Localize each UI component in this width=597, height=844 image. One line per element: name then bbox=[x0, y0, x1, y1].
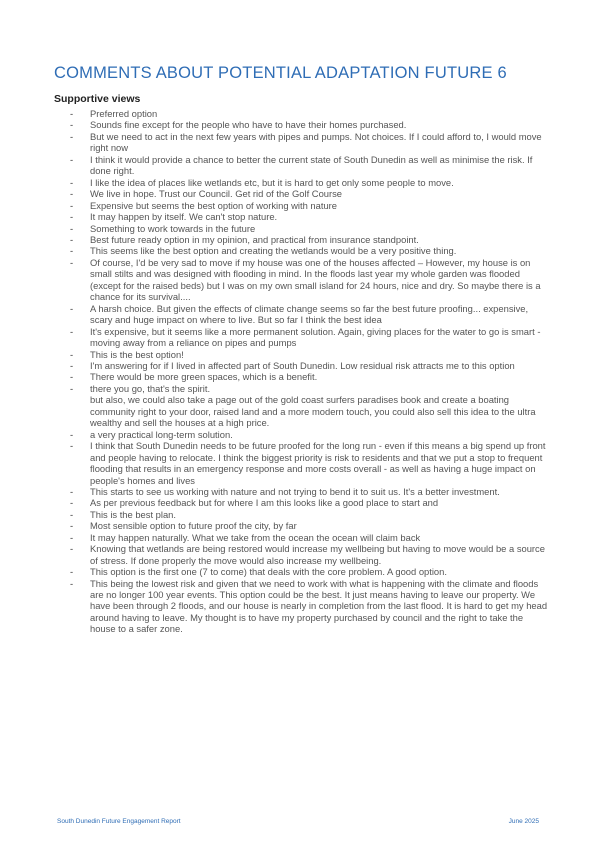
dash-bullet-icon: - bbox=[70, 566, 74, 578]
comment-text: Of course, I'd be very sad to move if my house was one of the houses affected – However, my house is on small stilts and was designed with flooding in mind. In the floods last year my whole garden was flooded (except for the raised beds) but I was on my own small island for 24 hours, nice and dry. So maybe there is a chance for its survival.... bbox=[90, 256, 541, 303]
comment-text: there you go, that's the spirit. but also, we could also take a page out of the gold coast surfers paradises book and create a boating community right to your door, raised land and a more modern touch, you could also sell this idea to the ultra wealthy and sell the houses at a high price. bbox=[90, 382, 536, 429]
comment-text: I like the idea of places like wetlands etc, but it is hard to get only some people to move. bbox=[90, 176, 454, 188]
dash-bullet-icon: - bbox=[70, 211, 74, 223]
comment-text: Knowing that wetlands are being restored would increase my wellbeing but having to move would be a source of stress. If done properly the move would also increase my wellbeing. bbox=[90, 543, 545, 566]
comment-text: A harsh choice. But given the effects of climate change seems so far the best future proofing... expensive, scary and huge impact on where to live. But so far I think the best idea bbox=[90, 302, 529, 326]
comment-item bbox=[70, 543, 548, 566]
dash-bullet-icon: - bbox=[70, 233, 74, 245]
dash-bullet-icon: - bbox=[70, 497, 74, 509]
dash-bullet-icon: - bbox=[70, 577, 74, 589]
dash-bullet-icon: - bbox=[70, 119, 74, 131]
comment-item bbox=[70, 303, 548, 326]
dash-bullet-icon: - bbox=[70, 222, 74, 234]
comment-item bbox=[70, 131, 548, 154]
dash-bullet-icon: - bbox=[70, 108, 74, 119]
comment-text: Sounds fine except for the people who have to have their homes purchased. bbox=[90, 119, 407, 131]
comment-item bbox=[70, 371, 548, 382]
comment-text: This starts to see us working with nature and not trying to bend it to suit us. It's a better investment. bbox=[90, 485, 500, 497]
comment-text: As per previous feedback but for where I am this looks like a good place to start and bbox=[90, 497, 439, 509]
comment-item bbox=[70, 245, 548, 256]
comment-text: This option is the first one (7 to come) that deals with the core problem. A good option. bbox=[90, 566, 447, 578]
comment-text: This being the lowest risk and given that we need to work with what is happening with the climate and floods are no longer 100 year events. This option could be the best. It just means having to leave our property. We have been through 2 floods, and our house is nearly in completion from the last flood. It is hard to get my head around having to leave. My thought is to have my property purchased by council and the right to take the house to a safer zone. bbox=[90, 577, 548, 635]
dash-bullet-icon: - bbox=[70, 130, 74, 142]
dash-bullet-icon: - bbox=[70, 256, 74, 268]
comment-item bbox=[70, 383, 548, 429]
comment-text: a very practical long-term solution. bbox=[90, 428, 233, 440]
dash-bullet-icon: - bbox=[70, 153, 74, 165]
dash-bullet-icon: - bbox=[70, 531, 74, 543]
dash-bullet-icon: - bbox=[70, 428, 74, 440]
comment-item bbox=[70, 578, 548, 635]
dash-bullet-icon: - bbox=[70, 520, 74, 532]
comment-text: I think that South Dunedin needs to be future proofed for the long run - even if this means a big spend up front and people having to relocate. I think the biggest priority is risk to residents and that we put a stop to frequent flooding that results in an emergency response and more costs overall - as well as having a huge impact on people's homes and lives bbox=[90, 440, 546, 486]
comment-text: This seems like the best option and creating the wetlands would be a very positive thing. bbox=[90, 245, 457, 257]
comment-text: It's expensive, but it seems like a more permanent solution. Again, giving places for the water to go is smart - moving away from a reliance on pipes and pumps bbox=[90, 325, 541, 349]
comment-item bbox=[70, 234, 548, 245]
comment-text: Expensive but seems the best option of working with nature bbox=[90, 199, 338, 211]
comment-text: Best future ready option in my opinion, and practical from insurance standpoint. bbox=[90, 233, 419, 245]
dash-bullet-icon: - bbox=[70, 382, 74, 394]
footer-report-title: South Dunedin Future Engagement Report bbox=[57, 818, 181, 825]
comment-item bbox=[70, 154, 548, 177]
comment-text: We live in hope. Trust our Council. Get rid of the Golf Course bbox=[90, 188, 343, 200]
comment-item bbox=[70, 200, 548, 211]
dash-bullet-icon: - bbox=[70, 245, 74, 257]
comment-item bbox=[70, 177, 548, 188]
comment-item bbox=[70, 326, 548, 349]
comment-list bbox=[70, 108, 548, 635]
comment-item bbox=[70, 429, 548, 440]
comment-text: Something to work towards in the future bbox=[90, 222, 256, 234]
dash-bullet-icon: - bbox=[70, 371, 74, 383]
dash-bullet-icon: - bbox=[70, 543, 74, 555]
comment-item bbox=[70, 509, 548, 520]
comment-item bbox=[70, 520, 548, 531]
comment-item bbox=[70, 211, 548, 222]
comment-text: Most sensible option to future proof the city, by far bbox=[90, 520, 297, 532]
dash-bullet-icon: - bbox=[70, 485, 74, 497]
dash-bullet-icon: - bbox=[70, 348, 74, 360]
dash-bullet-icon: - bbox=[70, 176, 74, 188]
comment-item bbox=[70, 188, 548, 199]
comment-item bbox=[70, 497, 548, 508]
comment-item bbox=[70, 119, 548, 130]
dash-bullet-icon: - bbox=[70, 325, 74, 337]
dash-bullet-icon: - bbox=[70, 302, 74, 314]
comment-text: I'm answering for if I lived in affected part of South Dunedin. Low residual risk attracts me to this option bbox=[90, 359, 515, 371]
dash-bullet-icon: - bbox=[70, 199, 74, 211]
comment-text: There would be more green spaces, which is a benefit. bbox=[90, 371, 318, 383]
comment-text: I think it would provide a chance to better the current state of South Dunedin as well as minimise the risk. If done right. bbox=[90, 153, 533, 177]
dash-bullet-icon: - bbox=[70, 440, 74, 452]
comment-text: But we need to act in the next few years with pipes and pumps. Not choices. If I could afford to, I would move right now bbox=[90, 130, 542, 154]
comment-text: This is the best option! bbox=[90, 348, 184, 360]
page-title: COMMENTS ABOUT POTENTIAL ADAPTATION FUTURE 6 bbox=[54, 64, 507, 82]
comment-item bbox=[70, 108, 548, 119]
comment-item bbox=[70, 349, 548, 360]
comment-item bbox=[70, 566, 548, 577]
comment-item bbox=[70, 532, 548, 543]
section-heading: Supportive views bbox=[54, 93, 141, 105]
comment-item bbox=[70, 223, 548, 234]
comment-text: Preferred option bbox=[90, 108, 158, 119]
comment-item bbox=[70, 440, 548, 486]
dash-bullet-icon: - bbox=[70, 359, 74, 371]
comment-item bbox=[70, 257, 548, 303]
footer-date: June 2025 bbox=[508, 818, 539, 825]
comment-text: It may happen naturally. What we take from the ocean the ocean will claim back bbox=[90, 531, 421, 543]
dash-bullet-icon: - bbox=[70, 188, 74, 200]
comment-item bbox=[70, 360, 548, 371]
comment-text: This is the best plan. bbox=[90, 508, 176, 520]
dash-bullet-icon: - bbox=[70, 508, 74, 520]
comment-item bbox=[70, 486, 548, 497]
comment-text: It may happen by itself. We can't stop nature. bbox=[90, 211, 278, 223]
